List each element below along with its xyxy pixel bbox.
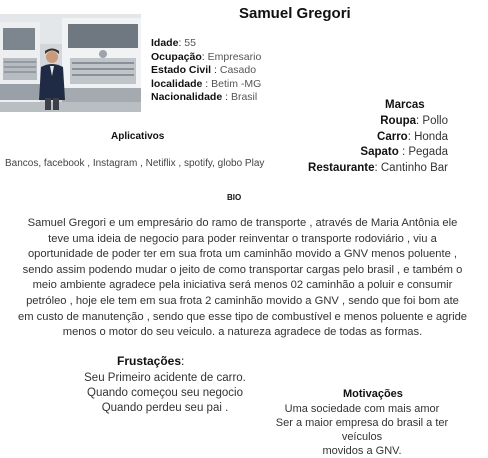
fact-estado-civil: Estado Civil : Casado	[151, 64, 257, 76]
persona-photo	[0, 14, 141, 112]
bio-line: Samuel Gregori e um empresário do ramo de transporte , através de Maria Antônia ele	[27, 217, 458, 229]
bio-line: em custo de manutenção , sendo que esse tipo de combustível e menos poluente e agride	[17, 310, 468, 323]
bio-line: petróleo , hoje ele tem em sua frota 2 caminhão movido a GNV , sendo que foi bom ate	[26, 294, 459, 307]
marcas-title: Marcas	[385, 99, 425, 111]
frustracao-item: Quando perdeu seu pai .	[101, 402, 229, 414]
frustracao-item: Quando começou seu negocio	[87, 387, 243, 399]
bio-line: teve uma ideia de negocio para poder reinventar o transporte rodoviário , viu a	[48, 232, 437, 245]
marca-sapato: Sapato : Pegada	[360, 146, 448, 158]
motivacao-item: movidos a GNV.	[322, 445, 402, 457]
fact-nacionalidade: Nacionalidade : Brasil	[151, 91, 258, 103]
truck-photo-illustration	[0, 14, 141, 112]
aplicativos-text: Bancos, facebook , Instagram , Netiflix , spotify, globo Play	[5, 158, 265, 169]
bio-title: BIO	[227, 193, 242, 202]
bio-line: meio ambiente agradece pela iniciativa será menos 02 caminhão a poluir e consumir	[32, 279, 453, 292]
bio-text	[0, 216, 488, 341]
frustracoes-list	[40, 371, 290, 416]
persona-name: Samuel Gregori	[239, 5, 351, 22]
bio-line: menos o motor do seu veiculo. a natureza agradece de todas as formas.	[62, 326, 423, 339]
fact-ocupacao: Ocupação: Empresario	[151, 50, 262, 63]
marcas-list	[248, 114, 448, 176]
frustracao-item: Seu Primeiro acidente de carro.	[84, 372, 246, 384]
bio-line: oportunidade de poder ter em sua frota um caminhão movido a GNV menos poluente ,	[27, 248, 458, 261]
frustracoes-title: Frustações:	[117, 354, 185, 368]
motivacoes-title: Motivações	[343, 388, 403, 400]
motivacao-item: Ser a maior empresa do brasil a ter veículos	[275, 417, 449, 443]
motivacoes-list	[257, 402, 467, 458]
fact-localidade: localidade : Betim -MG	[151, 77, 262, 90]
marca-carro: Carro: Honda	[377, 130, 448, 143]
fact-idade: Idade: 55	[151, 37, 196, 49]
marca-restaurante: Restaurante: Cantinho Bar	[308, 161, 448, 174]
marca-roupa: Roupa: Pollo	[380, 115, 448, 127]
persona-facts	[151, 37, 261, 105]
aplicativos-title: Aplicativos	[111, 131, 165, 142]
motivacao-item: Uma sociedade com mais amor	[284, 403, 440, 415]
bio-line: sendo assim podendo mudar o jeito de como transportar cargas pelo brasil , e também o	[22, 263, 463, 276]
